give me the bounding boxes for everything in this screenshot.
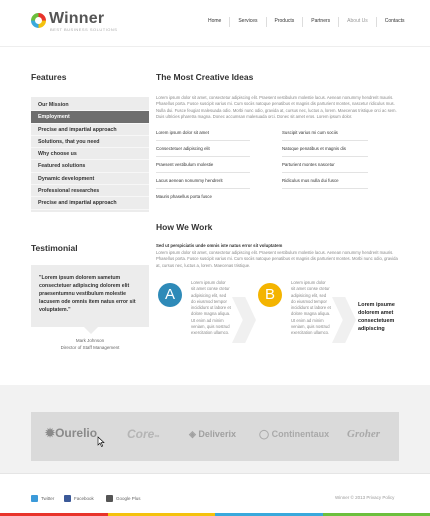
menu-item-dynamic-development[interactable]: Dynamic development [31,173,149,185]
step-b-icon: B [258,283,282,307]
features-title: Features [31,72,67,82]
testimonial-author [31,337,149,351]
step-b-text: Lorem ipsum dolor sit amet conse ctetur adipisicing elit, sed do eiusmod tempor incididunt ut labore et dolore magna aliqua. Ut enim ad minim veniam, quis nostrud exercitation ullamco. [291,280,331,336]
menu-item-employment[interactable]: Employment [31,111,149,123]
brand-logo-deliverix[interactable]: ◈ Deliverix [189,429,236,439]
nav-partners[interactable]: Partners [302,17,338,27]
how-we-work-title: How We Work [156,222,213,232]
footer-twitter-link[interactable]: Twitter [31,495,54,502]
gear-icon: ✹ [45,426,56,440]
creative-intro: Lorem ipsum dolor sit amet, consectetur adipiscing elit. Praesent vestibulum molestie lacus. Aenean nonummy hendrerit mauris. Phasellus porta. Fusce suscipit varius mi. Cum sociis natoque penatibus et magnis dis parturient montes, nascetur ridiculus mus. Nulla dui. Fusce feugiat malesuada odio. Morbi nunc odio, gravida at, cursus nec, luctus a, lorem. Maecenas tristique orci ac sem. Duis ultricies pharetra magna. Donec accumsan malesuada orci. Donec sit amet eros. Lorem ipsum dolor. [156,95,397,119]
creative-link[interactable]: Lorem ipsum dolor sit amet [156,129,250,141]
footer-copyright: Winner © 2013 Privacy Policy [335,495,395,500]
menu-item-professional-researches[interactable]: Professional researches [31,185,149,197]
creative-links-left [156,129,250,209]
google-plus-icon [106,495,113,502]
footer-divider [0,473,430,474]
creative-link[interactable]: Natoque penatibus et magnis dis [282,145,368,157]
author-name: Mark Johnson [75,338,105,343]
footer-facebook-link[interactable]: Facebook [64,495,94,502]
brand-logo-core[interactable]: Core∞ [127,427,160,441]
step-a-text: Lorem ipsum dolor sit amet conse ctetur adipisicing elit, sed do eiusmod tempor incididunt ut labore et dolore magna aliqua. Ut enim ad minim veniam, quis nostrud exercitation ullamco. [191,280,231,336]
brand-logo-continentaux[interactable]: ◯ Continentaux [259,429,330,439]
testimonial-quote-box [31,265,149,327]
twitter-icon [31,495,38,502]
nav-services[interactable]: Services [229,17,265,27]
globe-icon: ◯ [259,429,272,439]
creative-links-right [282,129,368,193]
header [0,0,430,46]
creative-link[interactable]: Praesent vestibulum molestie [156,161,250,173]
menu-item-our-mission[interactable]: Our Mission [31,99,149,111]
logo-title[interactable]: Winner [49,10,105,27]
creative-title: The Most Creative Ideas [156,72,254,82]
work-result: Lorem ipsume dolorem amet consectetuem adipiscing [358,302,395,332]
menu-item-precise-approach-2[interactable]: Precise and impartial approach [31,197,149,209]
facebook-icon [64,495,71,502]
diamond-icon: ◈ [189,429,199,439]
creative-link[interactable]: Mauris phasellus porta fusce [156,194,212,199]
nav-about-us[interactable]: About Us [338,17,376,27]
brand-logo-groher[interactable]: Groher [347,428,381,440]
author-role: Director of Staff Management [60,345,120,350]
work-text: Lorem ipsum dolor sit amet, consectetur adipiscing elit. Praesent vestibulum molestie lacus. Aenean nonummy hendrerit mauris. Phasellus porta. Fusce suscipit varius mi. Cum sociis natoque penatibus et magnis dis parturient montes. Morbi nunc odio, gravida at, cursus nec, luctus a, lorem. Maecenas tristique. [156,250,398,268]
nav-contacts[interactable]: Contacts [376,17,413,27]
main-nav [200,17,412,27]
arrow-icon [332,297,356,343]
logo-subtitle: BEST BUSINESS SOLUTIONS [50,27,118,32]
testimonial-quote: "Lorem ipsum dolorem sametum consectetuer adipiscing dolorem elit praesentumnu vestibulum molestie lacusem ode omnis item natus error sit voluptatem." [39,275,136,313]
header-divider [0,46,430,47]
brand-logo-ourelio[interactable]: ✹Ourelio [45,426,98,440]
creative-link[interactable]: Parturient montes nascetur [282,161,368,173]
menu-item-precise-approach[interactable]: Precise and impartial approach [31,124,149,136]
work-subhead: Sed ut perspiciatis unde omnis iste natus error sit voluptatem [156,243,283,248]
creative-link[interactable]: Ridiculus mus nulla dui fusce [282,177,368,189]
nav-products[interactable]: Products [266,17,303,27]
footer-google-link[interactable]: Google Plus [106,495,141,502]
creative-link[interactable]: Consectetuer adipiscing elit [156,145,250,157]
nav-home[interactable]: Home [208,18,222,24]
creative-link[interactable]: Suscipit varius mi cum sociis [282,129,368,141]
creative-link[interactable]: Lacus aenean nonummy hendrerit [156,177,250,189]
arrow-icon [232,297,256,343]
menu-item-featured-solutions[interactable]: Featured solutions [31,160,149,172]
cursor-icon [96,435,105,447]
brands-box [31,412,399,461]
menu-item-solutions[interactable]: Solutions, that you need [31,136,149,148]
features-menu [31,97,149,212]
testimonial-title: Testimonial [31,243,78,253]
co-icon: ∞ [154,433,160,440]
menu-item-why-choose-us[interactable]: Why choose us [31,148,149,160]
logo-icon[interactable] [31,13,46,28]
step-a-icon: A [158,283,182,307]
quote-tail [84,327,98,334]
